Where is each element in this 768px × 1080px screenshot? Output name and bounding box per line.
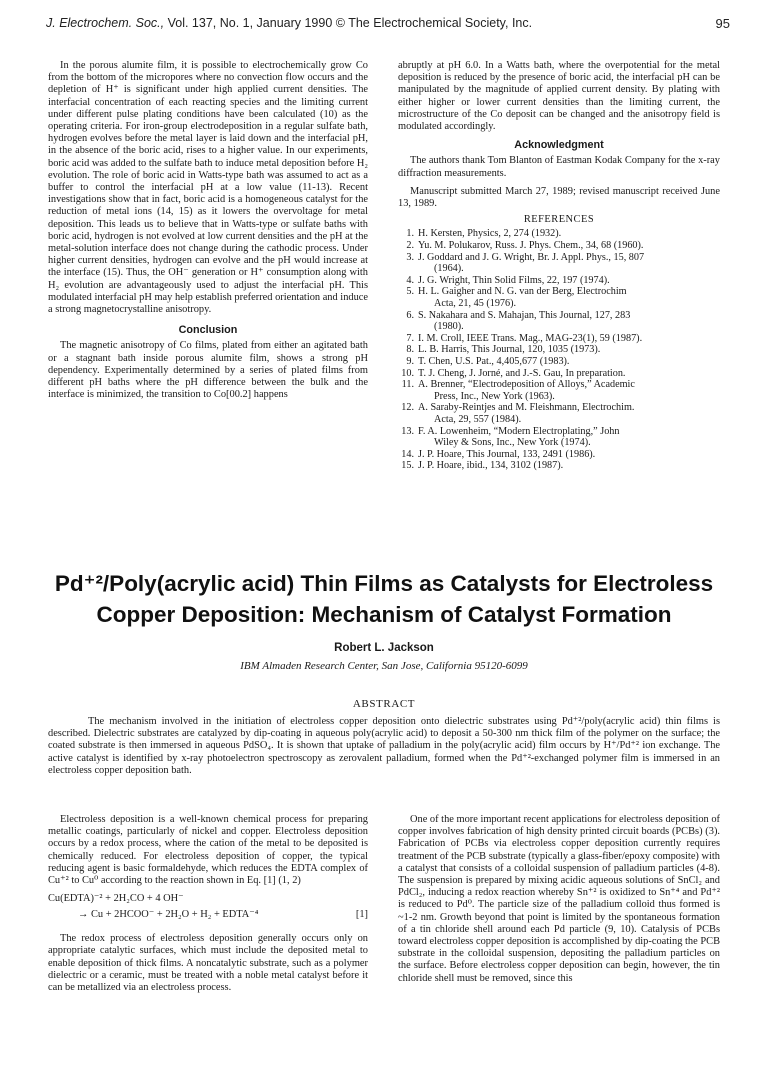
reference-text-continued: Press, Inc., New York (1963). [434,390,555,402]
conclusion-continuation: abruptly at pH 6.0. In a Watts bath, where the overpotential for the metal deposition is reduced by the presence of boric acid, the interfacial pH can be manipulated by the magnitude of applied current density. By plating with either higher or lower current densities than the limiting current, the microstructure of the Co deposit can be changed and the anisotropy field is modulated accordingly. [398,60,720,133]
reference-number: 9. [406,355,414,367]
reference-number: 8. [406,344,414,356]
reference-number: 15. [401,460,414,472]
running-header [46,16,730,36]
article-title-line-1: Pd⁺²/Poly(acrylic acid) Thin Films as Catalysts for Electroless [54,571,714,596]
article-title-line-2: Copper Deposition: Mechanism of Catalyst Formation [96,602,672,627]
author-name: Robert L. Jackson [334,642,434,654]
reference-text: Yu. M. Polukarov, Russ. J. Phys. Chem., 34, 68 (1960). [418,240,644,252]
acknowledgment-heading: Acknowledgment [514,139,604,152]
reference-text: I. M. Croll, IEEE Trans. Mag., MAG-23(1), 59 (1987). [418,332,643,344]
reference-text-continued: Wiley & Sons, Inc., New York (1974). [434,437,591,449]
reference-item [398,252,720,275]
reference-item [398,310,720,333]
reference-number: 6. [406,309,414,321]
manuscript-note: Manuscript submitted March 27, 1989; revised manuscript received June 13, 1989. [398,185,720,210]
reference-number: 3. [406,251,414,263]
discussion-paragraph: In the porous alumite film, it is possible to electrochemically grow Co from the bottom of the micropores where no convection flow occurs and the depletion of H⁺ is significant under high applied current densities. The interfacial concentration of each reacting species and the limiting current under different pulse plating conditions have been calculated (10) as the operating criteria. For iron-group electrodeposition in a regular sulfate bath, hydrogen evolves before the metal layer is laid down and the interfacial pH, in the absence of the boric acid, rises to a higher value. In our experiments, boric acid was added to the sulfate bath to induce metal deposition before H₂ evolution. The role of boric acid in Watts-type bath was assumed to act as a buffer to control the interfacial pH at a low value (11-13). Recent investigations show that in fact, boric acid is a homogeneous catalyst for the reduction of metal ions (14, 15) as it lowers the overvoltage for metal deposition. This leads us to believe that in Watts-type or sulfate baths with boric acid, hydrogen is not evolved at low current densities and the pH at the metal-solution interface does not change during the cathodic process. Under higher current densities, hydrogen can evolve and the pH would increase at the interface (15). Thus, the OH⁻ generation or H⁺ consumption along with H₂ evolution are advantageously used to adjust the interfacial pH. This modulated interfacial pH may help establish preferred orientation and induce a strong magnetocrystalline anisotropy. [48,60,368,316]
reference-text: H. Kersten, Physics, 2, 274 (1932). [418,228,562,240]
reference-number: 11. [401,379,414,391]
reference-number: 10. [401,367,414,379]
equation-products: → Cu + 2HCOO⁻ + 2H₂O + H₂ + EDTA⁻⁴ [78,909,259,921]
equation-1 [48,893,368,927]
reference-text: T. Chen, U.S. Pat., 4,405,677 (1983). [418,355,570,367]
reference-text-continued: Acta, 21, 45 (1976). [434,298,517,309]
reference-text-continued: (1964). [434,263,464,275]
reference-text: A. Brenner, “Electrodeposition of Alloys,” Academic [418,379,635,391]
pcb-paragraph: One of the more important recent applications for electroless deposition of copper involves fabrication of high density printed circuit boards (PCBs) (3). Fabrication of PCBs via electroless copper deposition currently requires treatment of the PCB substrate (typically a glass-fiber/epoxy composite) with a catalyst that consists of a colloidal suspension of palladium particles (4-8). The suspension is prepared by mixing acidic aqueous solutions of SnCl₂ and PdCl₂, inducing a redox reaction whereby Sn⁺² is oxidized to Sn⁺⁴ and Pd⁺² is reduced to Pd⁰. The particle size of the palladium colloid thus formed is ~1-2 nm. Growth beyond that point is limited by the spontaneous formation of a tin chloride shell around each Pd particle (9, 10). Catalysis of PCBs toward electroless copper deposition is accomplished by dip-coating the PCB substrate in the colloidal suspension, depositing the palladium particles on the surface. Before electroless copper deposition can begin, however, the tin chloride shell must be removed, since this [398,814,720,984]
reference-number: 4. [406,274,414,286]
equation-reactants: Cu(EDTA)⁻² + 2H₂CO + 4 OH⁻ [48,893,184,905]
reference-item [398,228,720,240]
left-column-bottom [48,814,368,994]
introduction-paragraph: Electroless deposition is a well-known chemical process for preparing metallic coatings, particularly of nickel and copper. Electroless deposition occurs by a redox process, where the cation of the metal to be deposited is chemically reduced. For electroless deposition of copper, the typical reducing agent is basic formaldehyde, which reduces the EDTA complex of Cu⁺² to Cu⁰ according to the reaction shown in Eq. [1] (1, 2) [48,814,368,887]
abstract-heading: ABSTRACT [352,698,416,710]
conclusion-heading: Conclusion [178,324,238,337]
reference-text: T. J. Cheng, J. Jorné, and J.-S. Gau, In preparation. [418,367,626,379]
journal-issue-info: Vol. 137, No. 1, January 1990 © The Electrochemical Society, Inc. [167,16,533,30]
reference-number: 7. [406,332,414,344]
reference-text-continued: (1980). [434,321,464,333]
reference-item [398,356,720,368]
author-affiliation: IBM Almaden Research Center, San Jose, California 95120-6099 [240,660,528,672]
reference-item [398,275,720,287]
reference-item [398,368,720,380]
reference-text: J. Goddard and J. G. Wright, Br. J. Appl. Phys., 15, 807 [418,251,645,263]
reference-text: F. A. Lowenheim, “Modern Electroplating,” John [418,425,620,437]
reference-text: A. Saraby-Reintjes and M. Fleishmann, Electrochim. [418,402,635,414]
reference-number: 1. [406,228,414,240]
reference-item [398,286,720,309]
reference-number: 5. [406,286,414,298]
reference-item [398,379,720,402]
reference-number: 2. [406,240,414,252]
left-column-top [48,60,368,401]
reference-item [398,402,720,425]
equation-number: [1] [355,909,368,921]
reference-item [398,449,720,461]
right-column-top [398,60,720,472]
conclusion-paragraph: The magnetic anisotropy of Co films, plated from either an agitated bath or a stagnant bath inside porous alumite film, shows a strong pH dependency. Experimentally determined by a series of plated films from different pH baths where the pH difference between the bulk and the interface is minimized, the transition to Co[00.2] happens [48,340,368,401]
page-number: 95 [715,16,730,31]
acknowledgment-text: The authors thank Tom Blanton of Eastman Kodak Company for the x-ray diffraction measurements. [398,155,720,179]
reference-number: 14. [401,448,414,460]
reference-text: L. B. Harris, This Journal, 120, 1035 (1973). [418,344,601,356]
reference-list [398,228,720,471]
reference-item [398,426,720,449]
reference-item [398,333,720,345]
reference-item [398,460,720,472]
references-heading: REFERENCES [523,214,595,226]
reference-text: J. P. Hoare, ibid., 134, 3102 (1987). [418,460,564,472]
reference-text: J. G. Wright, Thin Solid Films, 22, 197 (1974). [418,274,610,286]
reference-text: H. L. Gaigher and N. G. van der Berg, Electrochim [418,286,627,298]
redox-paragraph: The redox process of electroless deposition generally occurs only on appropriate catalytic surfaces, which must include the deposited metal to enable deposition of thick films. A noncatalytic substrate, such as a polymer dielectric or a ceramic, must be treated with a noble metal catalyst before it can be metallized via an electroless process. [48,933,368,994]
reference-text-continued: Acta, 29, 557 (1984). [434,413,522,425]
abstract-text: The mechanism involved in the initiation of electroless copper deposition onto dielectric substrates using Pd⁺²/poly(acrylic acid) thin films is described. Dielectric substrates are catalyzed by dip-coating in aqueous poly(acrylic acid) to deposit a 50-300 nm thick film of the polymer on the surface; the coated substrate is then immersed in aqueous PdSO₄. It is shown that uptake of palladium in the poly(acrylic acid) film occurs by H⁺/Pd⁺² ion exchange. The active catalyst is identified by x-ray photoelectron spectroscopy as zerovalent palladium, formed when the Pd⁺²-exchanged polymer film is immersed in an electroless copper deposition bath. [48,716,720,776]
reference-text: S. Nakahara and S. Mahajan, This Journal, 127, 283 [418,309,631,321]
abstract [48,716,720,777]
article-title [40,568,728,630]
reference-item [398,240,720,252]
right-column-bottom [398,814,720,985]
reference-number: 13. [401,425,414,437]
reference-number: 12. [401,402,414,414]
reference-item [398,344,720,356]
journal-name: J. Electrochem. Soc., [46,16,165,30]
reference-text: J. P. Hoare, This Journal, 133, 2491 (1986). [418,448,596,460]
running-header-citation [46,16,532,30]
